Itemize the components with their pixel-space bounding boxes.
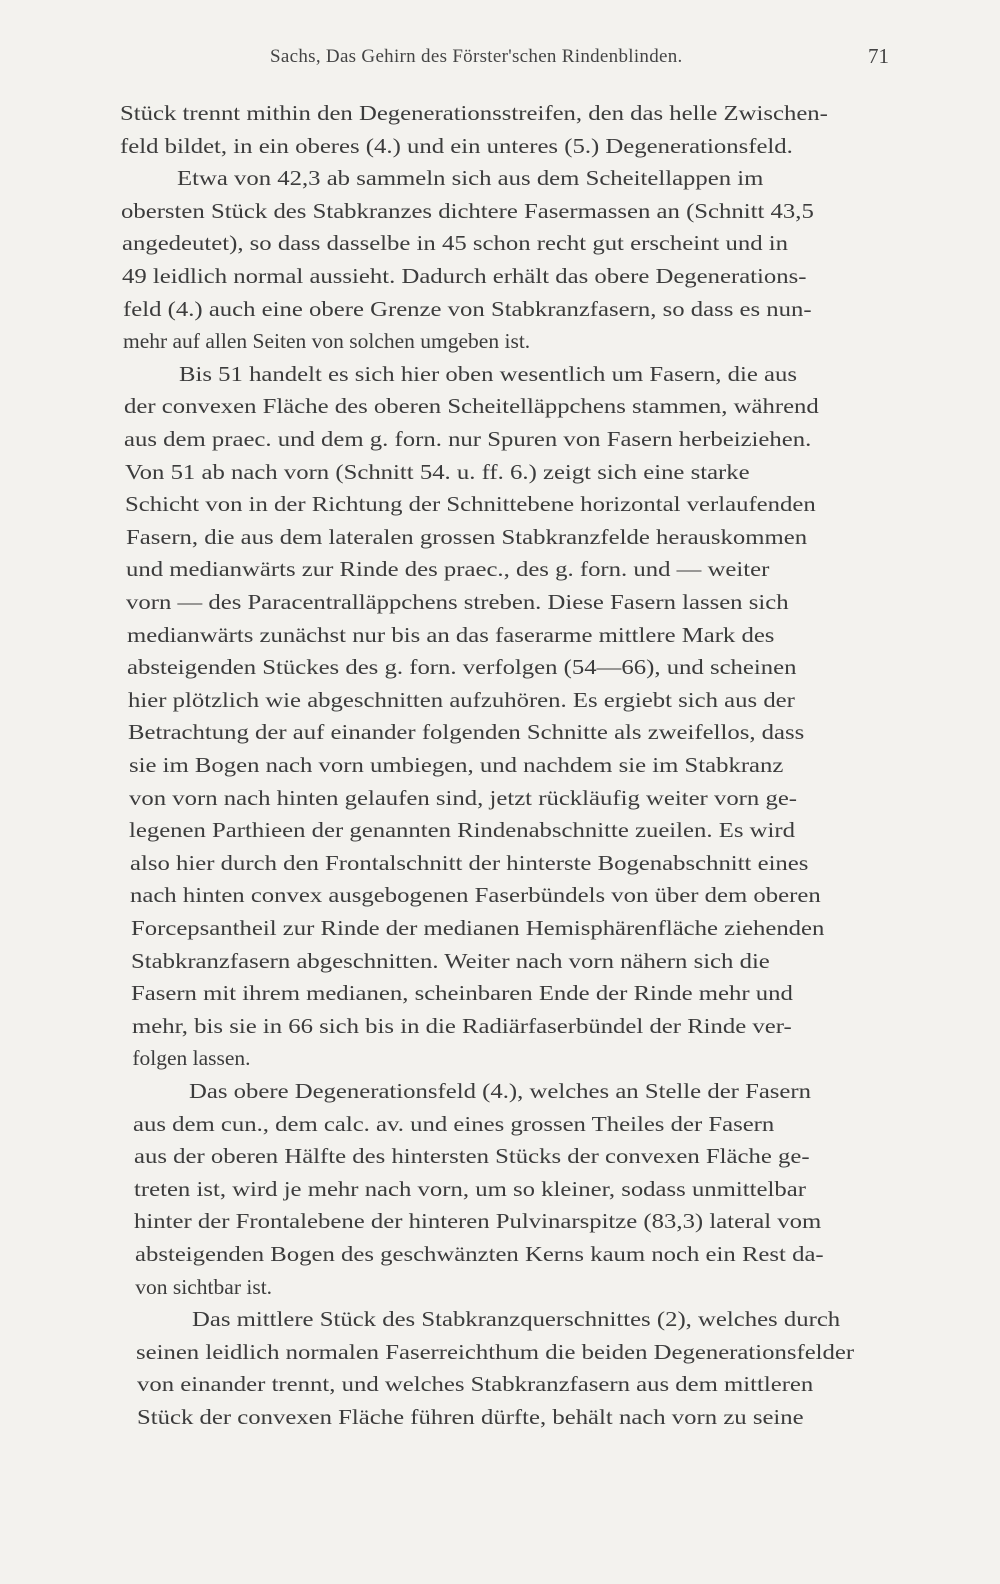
- text-line: Von 51 ab nach vorn (Schnitt 54. u. ff. 6.) zeigt sich eine starke: [124, 459, 750, 484]
- text-line: von sichtbar ist.: [135, 1274, 273, 1299]
- text-line: seinen leidlich normalen Faserreichthum die beiden Degenerationsfelder: [136, 1339, 855, 1364]
- text-line: Forcepsantheil zur Rinde der medianen Hemisphärenfläche ziehenden: [130, 916, 825, 940]
- text-line: feld bildet, in ein oberes (4.) und ein unteres (5.) Degenerationsfeld.: [120, 133, 794, 158]
- text-line: legenen Parthieen der genannten Rindenabschnitte zueilen. Es wird: [129, 818, 796, 843]
- text-line: feld (4.) auch eine obere Grenze von Stabkranzfasern, so dass es nun-: [122, 296, 812, 321]
- text-line: Fasern, die aus dem lateralen grossen Stabkranzfelde herauskommen: [125, 524, 807, 549]
- text-line: von vorn nach hinten gelaufen sind, jetzt rückläufig weiter vorn ge-: [128, 785, 797, 810]
- text-line: Betrachtung der auf einander folgenden Schnitte als zweifellos, dass: [128, 720, 805, 745]
- text-line: Stück trennt mithin den Degenerationsstreifen, den das helle Zwischen-: [120, 101, 828, 125]
- text-line: aus dem cun., dem calc. av. und eines grossen Theiles der Fasern: [133, 1111, 775, 1136]
- text-line: treten ist, wird je mehr nach vorn, um so kleiner, sodass unmittelbar: [134, 1176, 806, 1201]
- text-line: aus der oberen Hälfte des hintersten Stücks der convexen Fläche ge-: [133, 1144, 810, 1169]
- text-line: Schicht von in der Richtung der Schnittebene horizontal verlaufenden: [125, 492, 816, 517]
- running-head: Sachs, Das Gehirn des Förster'schen Rindenblinden.: [270, 46, 683, 67]
- text-line: Das obere Degenerationsfeld (4.), welches an Stelle der Fasern: [188, 1079, 811, 1103]
- text-line: also hier durch den Frontalschnitt der hinterste Bogenabschnitt eines: [129, 850, 809, 875]
- text-line: und medianwärts zur Rinde des praec., des g. forn. und — weiter: [125, 557, 770, 582]
- text-line: aus dem praec. und dem g. forn. nur Spuren von Fasern herbeiziehen.: [124, 427, 812, 451]
- text-line: von einander trennt, und welches Stabkranzfasern aus dem mittleren: [136, 1372, 813, 1397]
- page-number: 71: [868, 44, 889, 68]
- text-line: Stück der convexen Fläche führen dürfte, behält nach vorn zu seine: [137, 1405, 804, 1429]
- text-line: nach hinten convex ausgebogenen Faserbündels von über dem oberen: [130, 883, 821, 908]
- text-line: angedeutet), so dass dasselbe in 45 schon recht gut erscheint und in: [121, 231, 788, 256]
- text-line: 49 leidlich normal aussieht. Dadurch erhält das obere Degenerations-: [122, 264, 807, 288]
- text-line: hier plötzlich wie abgeschnitten aufzuhören. Es ergiebt sich aus der: [127, 687, 795, 712]
- text-line: Bis 51 handelt es sich hier oben wesentlich um Fasern, die aus: [179, 361, 798, 386]
- text-line: folgen lassen.: [132, 1046, 251, 1071]
- text-line: der convexen Fläche des oberen Scheitelläppchens stammen, während: [123, 394, 819, 419]
- text-line: sie im Bogen nach vorn umbiegen, und nachdem sie im Stabkranz: [128, 753, 783, 777]
- text-line: mehr, bis sie in 66 sich bis in die Radiärfaserbündel der Rinde ver-: [131, 1013, 792, 1038]
- text-line: medianwärts zunächst nur bis an das faserarme mittlere Mark des: [126, 622, 775, 647]
- text-line: obersten Stück des Stabkranzes dichtere Fasermassen an (Schnitt 43,5: [121, 198, 815, 223]
- text-line: Fasern mit ihrem medianen, scheinbaren Ende der Rinde mehr und: [131, 981, 794, 1006]
- text-line: Stabkranzfasern abgeschnitten. Weiter nach vorn nähern sich die: [131, 948, 770, 973]
- text-line: Das mittlere Stück des Stabkranzquerschnittes (2), welches durch: [191, 1307, 840, 1332]
- text-line: Etwa von 42,3 ab sammeln sich aus dem Scheitellappen im: [176, 166, 764, 191]
- text-line: absteigenden Stückes des g. forn. verfolgen (54—66), und scheinen: [127, 655, 797, 680]
- text-line: absteigenden Bogen des geschwänzten Kerns kaum noch ein Rest da-: [134, 1242, 824, 1266]
- text-line: hinter der Frontalebene der hinteren Pulvinarspitze (83,3) lateral vom: [134, 1209, 822, 1234]
- text-line: mehr auf allen Seiten von solchen umgeben ist.: [122, 329, 531, 354]
- text-line: vorn — des Paracentralläppchens streben. Diese Fasern lassen sich: [126, 590, 789, 614]
